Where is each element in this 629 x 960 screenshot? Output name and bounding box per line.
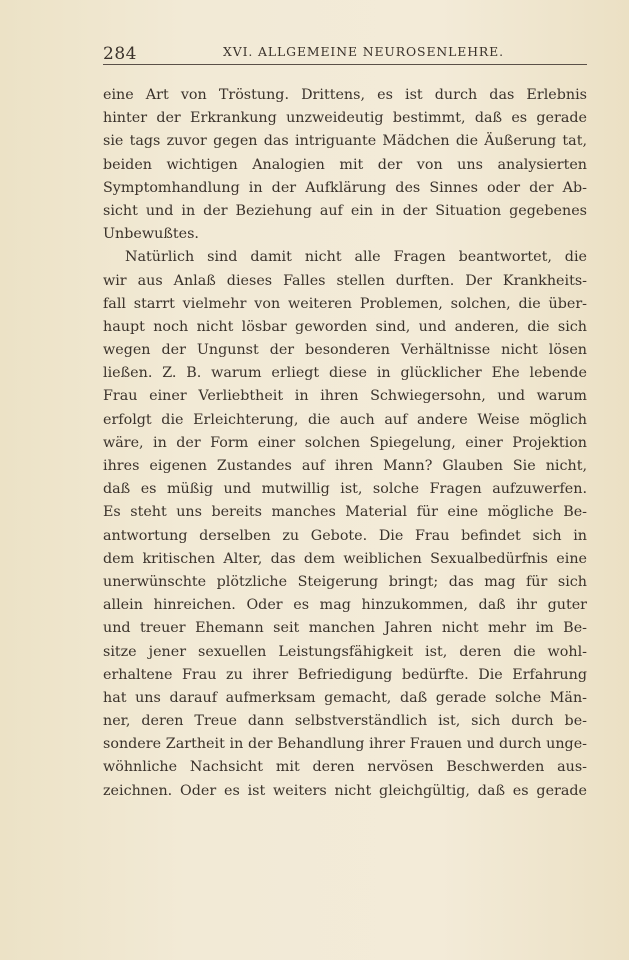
- text-line: hat uns darauf aufmerksam gemacht, daß gerade solche Män-: [103, 689, 587, 706]
- text-line: Es steht uns bereits manches Material für eine mögliche Be-: [103, 504, 587, 521]
- text-line: allein hinreichen. Oder es mag hinzukommen, daß ihr guter: [103, 597, 587, 614]
- text-line: zeichnen. Oder es ist weiters nicht gleichgültig, daß es gerade: [103, 782, 587, 799]
- text-line: unerwünschte plötzliche Steigerung bringt; das mag für sich: [103, 573, 587, 590]
- text-line: beiden wichtigen Analogien mit der von uns analysierten: [103, 156, 587, 173]
- text-line: antwortung derselben zu Gebote. Die Frau befindet sich in: [103, 527, 587, 544]
- running-head: XVI. ALLGEMEINE NEUROSENLEHRE.: [223, 44, 504, 59]
- text-line: wöhnliche Nachsicht mit deren nervösen Beschwerden aus-: [103, 759, 587, 776]
- paragraph: [103, 84, 587, 246]
- paragraph: [103, 246, 587, 803]
- text-line: Symptomhandlung in der Aufklärung des Sinnes oder der Ab-: [103, 179, 587, 196]
- text-line: haupt noch nicht lösbar geworden sind, und anderen, die sich: [103, 318, 587, 335]
- text-line: daß es müßig und mutwillig ist, solche Fragen aufzuwerfen.: [103, 481, 587, 498]
- text-line: erhaltene Frau zu ihrer Befriedigung bedürfte. Die Erfahrung: [103, 666, 587, 683]
- text-line: ihres eigenen Zustandes auf ihren Mann? Glauben Sie nicht,: [103, 458, 587, 474]
- body-text: [103, 84, 587, 803]
- page-number: 284: [103, 44, 137, 64]
- text-line: sicht und in der Beziehung auf ein in der Situation gegebenes: [103, 202, 587, 219]
- text-line: Natürlich sind damit nicht alle Fragen beantwortet, die: [125, 249, 587, 266]
- text-line: und treuer Ehemann seit manchen Jahren nicht mehr im Be-: [103, 620, 587, 637]
- text-line: wäre, in der Form einer solchen Spiegelung, einer Projektion: [103, 434, 587, 451]
- text-line: Frau einer Verliebtheit in ihren Schwiegersohn, und warum: [103, 388, 587, 405]
- text-line: sie tags zuvor gegen das intriguante Mädchen die Äußerung tat,: [103, 133, 587, 150]
- text-line: eine Art von Tröstung. Drittens, es ist durch das Erlebnis: [103, 87, 587, 103]
- text-line: ließen. Z. B. warum erliegt diese in glücklicher Ehe lebende: [103, 365, 587, 382]
- text-line: wir aus Anlaß dieses Falles stellen durften. Der Krankheits-: [103, 272, 587, 289]
- text-line: erfolgt die Erleichterung, die auch auf andere Weise möglich: [103, 411, 587, 428]
- text-line: hinter der Erkrankung unzweideutig bestimmt, daß es gerade: [103, 110, 587, 127]
- text-line: fall starrt vielmehr von weiteren Problemen, solchen, die über-: [103, 295, 587, 312]
- text-line: Unbewußtes.: [103, 226, 199, 243]
- text-line: ner, deren Treue dann selbstverständlich ist, sich durch be-: [103, 713, 587, 730]
- page-header: [103, 40, 587, 65]
- text-line: wegen der Ungunst der besonderen Verhältnisse nicht lösen: [103, 342, 587, 359]
- text-line: sitze jener sexuellen Leistungsfähigkeit ist, deren die wohl-: [103, 643, 587, 660]
- text-line: dem kritischen Alter, das dem weiblichen Sexualbedürfnis eine: [103, 550, 587, 567]
- text-line: sondere Zartheit in der Behandlung ihrer Frauen und durch unge-: [103, 736, 587, 753]
